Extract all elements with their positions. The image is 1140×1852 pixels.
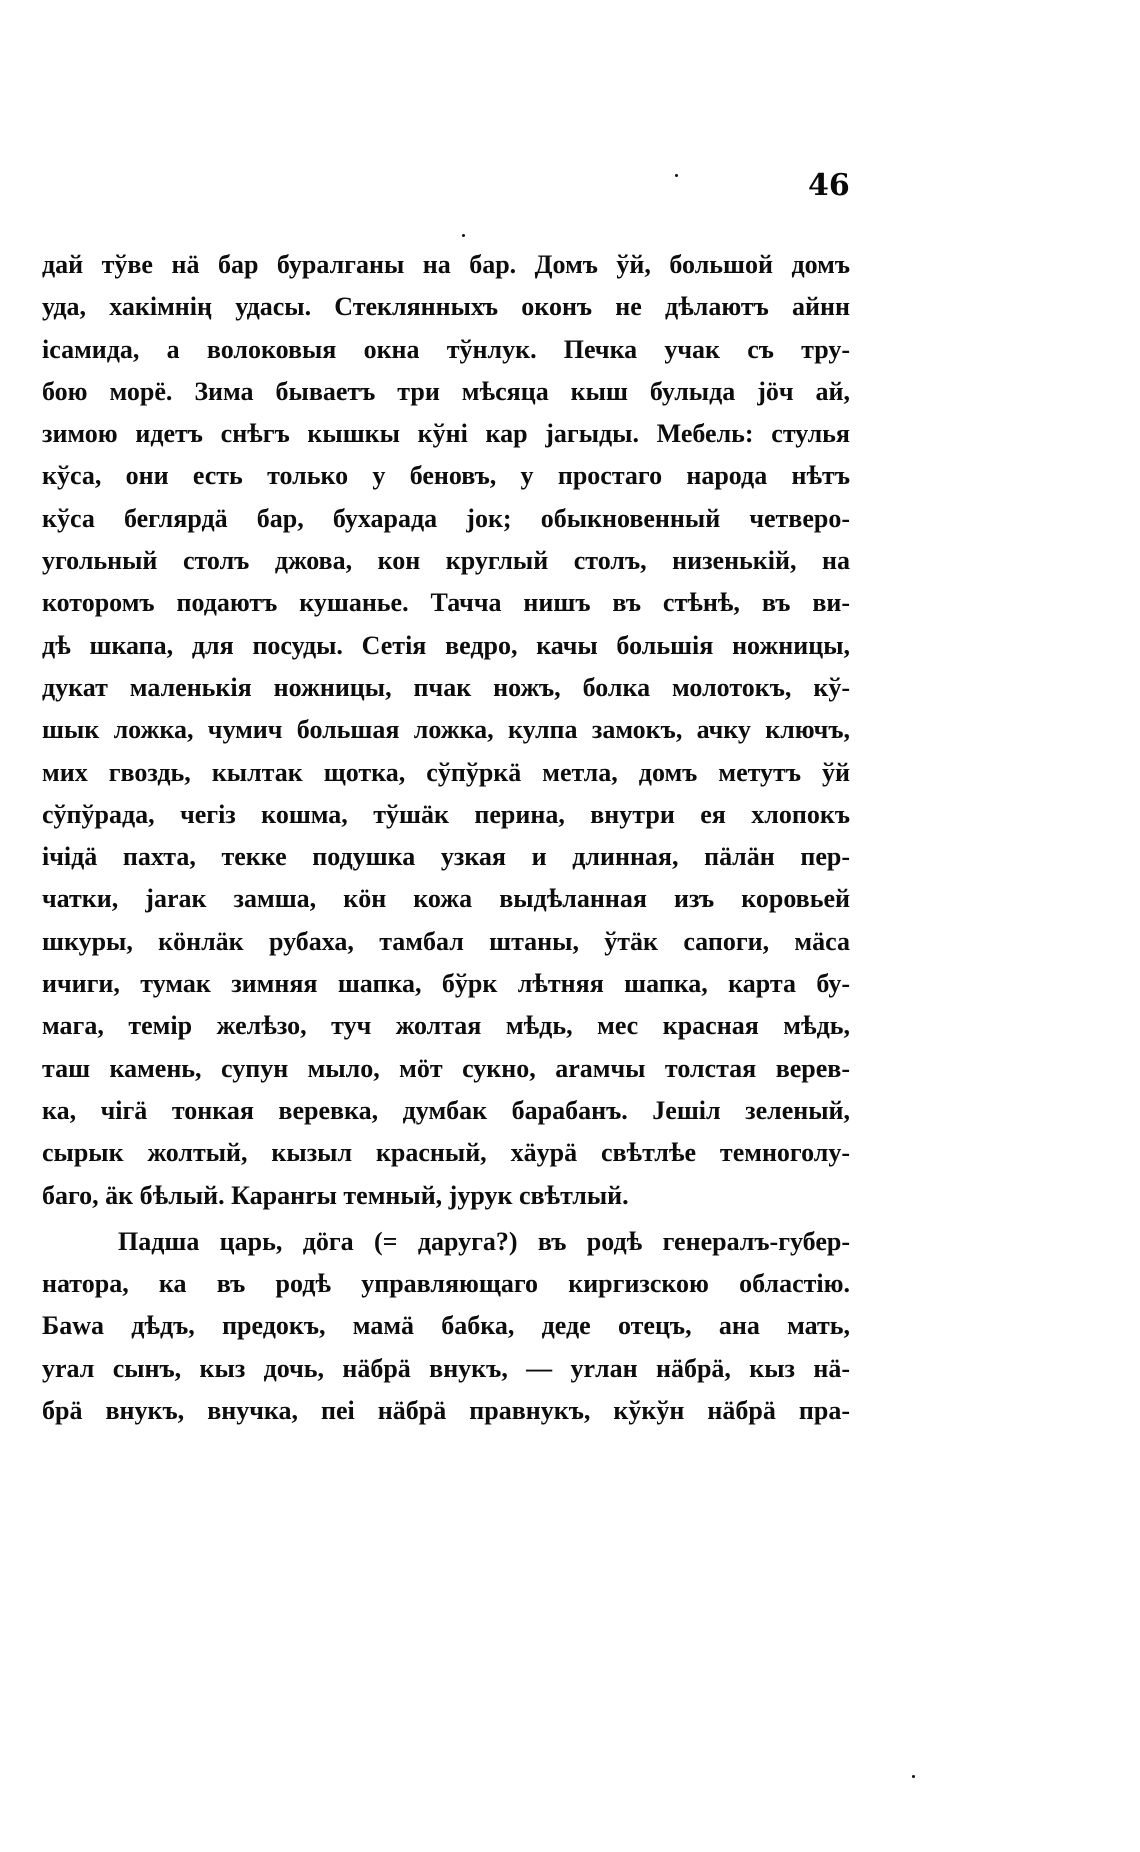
paragraph-1 bbox=[42, 244, 850, 1217]
text-line: мага, темір желѣзо, туч жолтая мѣдь, мес красная мѣдь, bbox=[42, 1011, 850, 1041]
scan-speck bbox=[912, 1775, 915, 1778]
text-line: угольный столъ джова, кон круглый столъ, низенькій, на bbox=[42, 546, 850, 576]
text-line: кўса, они есть только у беновъ, у простаго народа нѣтъ bbox=[42, 461, 850, 491]
text-line: дай тўве нä бар буралганы на бар. Домъ ўй, большой домъ bbox=[42, 250, 850, 279]
body-text bbox=[42, 244, 850, 1432]
text-line: уrал сынъ, кыз дочь, нäбрä внукъ, — уrлан нäбрä, кыз нä- bbox=[42, 1353, 850, 1383]
text-line: таш камень, супун мыло, мӧт сукно, аrамчы толстая верев- bbox=[42, 1053, 850, 1083]
text-line: кўса беглярдä бар, бухарада јок; обыкновенный четверо- bbox=[42, 503, 850, 533]
text-line: бою морё. Зима бываетъ три мѣсяца кыш булыда јӧч ай, bbox=[42, 376, 850, 406]
text-line: сырык жолтый, кызыл красный, хäурä свѣтлѣе темноголу- bbox=[42, 1138, 850, 1168]
page-number: 46 bbox=[808, 168, 850, 203]
text-line: зимою идетъ снѣгъ кышкы кўні кар јагыды. Мебель: стулья bbox=[42, 419, 850, 449]
text-line: сўпўрада, чегіз кошма, тўшäк перина, внутри ея хлопокъ bbox=[42, 799, 850, 829]
text-line: дѣ шкапа, для посуды. Сетія ведро, качы большія ножницы, bbox=[42, 630, 850, 660]
text-line: уда, хакімнің удасы. Стеклянныхъ оконъ не дѣлаютъ айнн bbox=[42, 292, 850, 322]
scan-speck bbox=[462, 234, 465, 237]
text-line: шкуры, кӧнлäк рубаха, тамбал штаны, ўтäк сапоги, мäса bbox=[42, 926, 850, 956]
text-line: которомъ подаютъ кушанье. Тачча нишъ въ стѣнѣ, въ ви- bbox=[42, 588, 850, 618]
text-line: ка, чігä тонкая веревка, думбак барабанъ. Јешіл зеленый, bbox=[42, 1095, 850, 1125]
text-line: брä внукъ, внучка, пеі нäбрä правнукъ, кўкўн нäбрä пра- bbox=[42, 1396, 850, 1426]
text-line: баго, äк бѣлый. Каранrы темный, јурук свѣтлый. bbox=[42, 1180, 629, 1210]
text-line: чатки, јаrак замша, кӧн кожа выдѣланная изъ коровьей bbox=[42, 884, 850, 914]
text-line: шык ложка, чумич большая ложка, кулпа замокъ, ачку ключъ, bbox=[42, 715, 850, 745]
text-line: натора, ка въ родѣ управляющаго киргизскою областію. bbox=[42, 1269, 850, 1299]
text-line: Баwа дѣдъ, предокъ, мамä бабка, деде отецъ, ана мать, bbox=[42, 1311, 850, 1341]
text-line: Падша царь, дӧга (= даруга?) въ родѣ генералъ-губер- bbox=[118, 1226, 850, 1256]
text-line: мих гвоздь, кылтак щотка, сўпўркä метла, домъ метутъ ўй bbox=[42, 757, 850, 787]
text-line: ичиги, тумак зимняя шапка, бўрк лѣтняя шапка, карта бу- bbox=[42, 969, 850, 999]
text-line: ічідä пахта, текке подушка узкая и длинная, пäлäн пер- bbox=[42, 842, 850, 872]
scan-speck bbox=[675, 174, 678, 177]
paragraph-2 bbox=[42, 1221, 850, 1432]
text-line: дукат маленькія ножницы, пчак ножъ, болка молотокъ, кў- bbox=[42, 672, 850, 702]
text-line: ісамида, а волоковыя окна тўнлук. Печка учак съ тру- bbox=[42, 334, 850, 364]
